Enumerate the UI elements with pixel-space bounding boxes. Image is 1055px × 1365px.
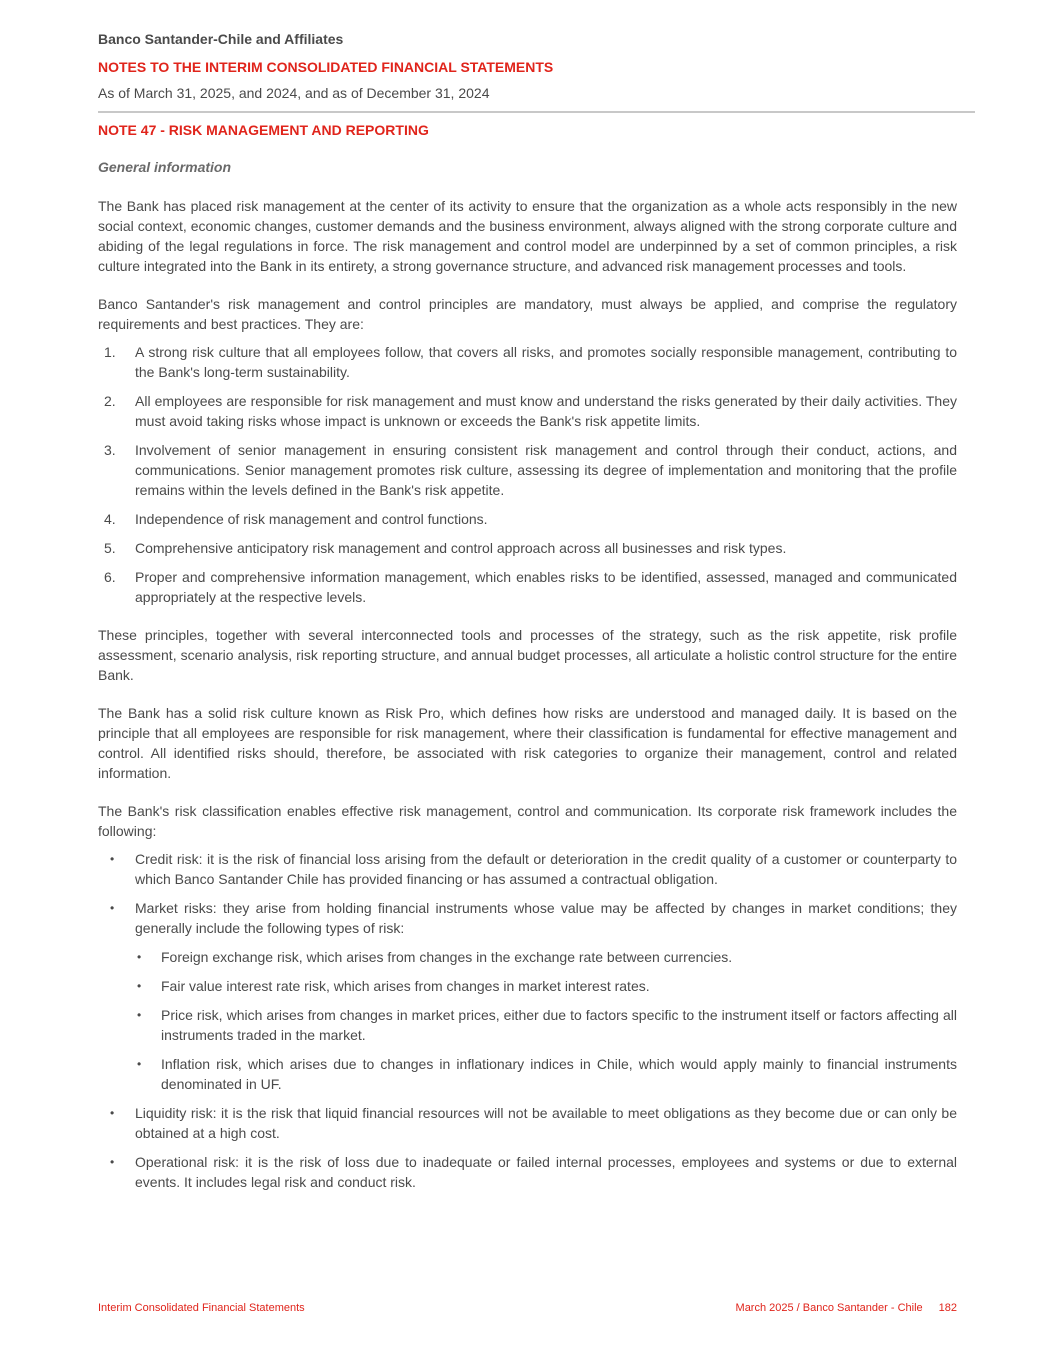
- market-risk-sublist: [135, 947, 957, 1094]
- bullet-icon: •: [137, 1008, 142, 1022]
- paragraph-3: These principles, together with several interconnected tools and processes of the strategy, such as the risk appetite, risk profile assessment, scenario analysis, risk reporting structure, and annual budget processes, all articulate a holistic control structure for the entire Bank.: [98, 627, 957, 683]
- page-number: 182: [938, 1302, 957, 1314]
- company-name: Banco Santander-Chile and Affiliates: [98, 31, 344, 47]
- list-item: 2. All employees are responsible for risk management and must know and understand the risks generated by their daily activities. They must avoid taking risks whose impact is unknown or exceeds the Bank's risk appetite limits.: [104, 393, 957, 429]
- footer-right: [736, 1302, 957, 1314]
- list-item: • Fair value interest rate risk, which arises from changes in market interest rates.: [137, 978, 650, 994]
- paragraph-4: The Bank has a solid risk culture known as Risk Pro, which defines how risks are understood and managed daily. It is based on the principle that all employees are responsible for risk management, where their classification is fundamental for effective management and control. All identified risks should, therefore, be associated with risk categories to organize their management, control and related information.: [98, 705, 957, 781]
- paragraph-1: The Bank has placed risk management at the center of its activity to ensure that the organization as a whole acts responsibly in the new social context, economic changes, customer demands and the business environment, always aligned with the strong corporate culture and abiding of the legal regulations in force. The risk management and control model are underpinned by a set of common principles, a risk culture integrated into the Bank in its entirety, a strong governance structure, and advanced risk management processes and tools.: [98, 198, 957, 274]
- footer-document-title: Interim Consolidated Financial Statements: [98, 1302, 305, 1314]
- note-title: NOTE 47 - RISK MANAGEMENT AND REPORTING: [98, 122, 429, 138]
- paragraph-2: Banco Santander's risk management and control principles are mandatory, must always be applied, and comprise the regulatory requirements and best practices. They are:: [98, 296, 957, 332]
- risk-item-operational: • Operational risk: it is the risk of loss due to inadequate or failed internal processes, employees and systems or due to external events. It includes legal risk and conduct risk.: [110, 1154, 957, 1190]
- risk-item-market: • Market risks: they arise from holding financial instruments whose value may be affected by changes in market conditions; they generally include the following types of risk: • Foreign exchange risk, which arises from changes in the exchange rate between currencies. • Fair value interest rate risk, which arises from changes in market interest rates. • Price risk, which arises from changes in market prices, either due to factors specific to the instrument itself or factors affecting all instruments traded in the market. • Inflation risk, which arises due to changes in inflationary indices in Chile, which would apply mainly to financial instruments denominated in UF.: [110, 900, 957, 1092]
- note-body: [98, 196, 957, 1201]
- notes-title: NOTES TO THE INTERIM CONSOLIDATED FINANCIAL STATEMENTS: [98, 59, 554, 75]
- header-divider: [98, 111, 975, 113]
- list-item: 3. Involvement of senior management in ensuring consistent risk management and control through their conduct, actions, and communications. Senior management promotes risk culture, assessing its degree of implementation and monitoring that the profile remains within the levels defined in the Bank's risk appetite.: [104, 442, 957, 498]
- list-item: 5. Comprehensive anticipatory risk management and control approach across all businesses and risk types.: [104, 540, 787, 556]
- list-item: • Foreign exchange risk, which arises from changes in the exchange rate between currencies.: [137, 949, 733, 965]
- section-heading: General information: [98, 159, 232, 175]
- bullet-icon: •: [110, 1106, 115, 1120]
- bullet-icon: •: [110, 1155, 115, 1169]
- risk-item-credit: • Credit risk: it is the risk of financial loss arising from the default or deterioration in the credit quality of a customer or counterparty to which Banco Santander Chile has provided financing or has assumed a contractual obligation.: [110, 851, 957, 887]
- footer-period: March 2025 / Banco Santander - Chile: [735, 1302, 923, 1314]
- risk-item-liquidity: • Liquidity risk: it is the risk that liquid financial resources will not be available to meet obligations as they become due or can only be obtained at a high cost.: [110, 1105, 957, 1141]
- paragraph-5: The Bank's risk classification enables effective risk management, control and communication. Its corporate risk framework includes the following:: [98, 803, 957, 839]
- risk-list: [98, 849, 957, 1192]
- list-item: • Inflation risk, which arises due to changes in inflationary indices in Chile, which would apply mainly to financial instruments denominated in UF.: [137, 1056, 957, 1092]
- list-item: 4. Independence of risk management and control functions.: [104, 511, 488, 527]
- bullet-icon: •: [137, 950, 142, 964]
- bullet-icon: •: [110, 901, 115, 915]
- bullet-icon: •: [110, 852, 115, 866]
- list-item: 1. A strong risk culture that all employees follow, that covers all risks, and promotes socially responsible management, contributing to the Bank's long-term sustainability.: [104, 344, 957, 380]
- bullet-icon: •: [137, 979, 142, 993]
- as-of-date: As of March 31, 2025, and 2024, and as of December 31, 2024: [98, 85, 490, 101]
- list-item: • Price risk, which arises from changes in market prices, either due to factors specific to the instrument itself or factors affecting all instruments traded in the market.: [137, 1007, 957, 1043]
- bullet-icon: •: [137, 1057, 142, 1071]
- list-item: 6. Proper and comprehensive information management, which enables risks to be identified, assessed, managed and communicated appropriately at the respective levels.: [104, 569, 957, 605]
- principles-list: [98, 342, 957, 607]
